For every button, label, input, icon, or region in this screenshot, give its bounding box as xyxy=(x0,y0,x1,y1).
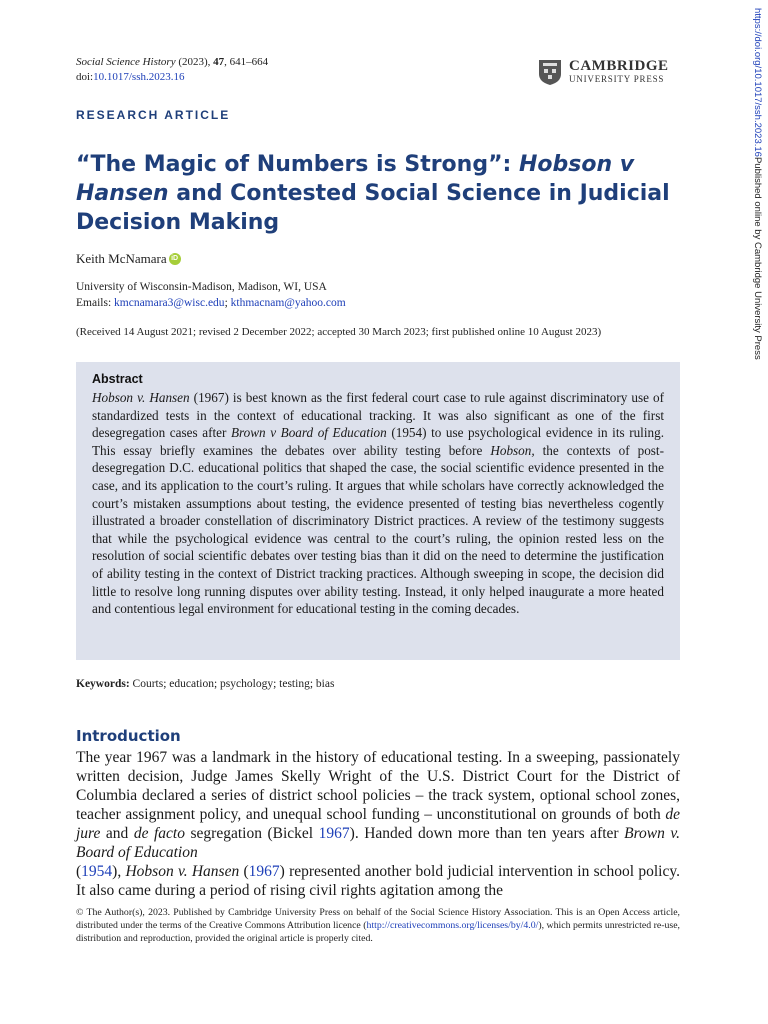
email-link-1[interactable]: kmcnamara3@wisc.edu xyxy=(114,297,225,309)
journal-citation xyxy=(76,55,268,85)
abstract-box xyxy=(76,362,680,660)
email-separator: ; xyxy=(224,297,231,309)
abstract-heading: Abstract xyxy=(92,372,143,386)
author-name[interactable]: Keith McNamara xyxy=(76,251,167,266)
article-title xyxy=(76,150,676,237)
affiliation-block xyxy=(76,279,346,311)
intro-text-2: segregation (Bickel xyxy=(185,825,319,842)
keywords-list: Courts; education; psychology; testing; bias xyxy=(129,678,335,690)
journal-year: (2023), xyxy=(175,56,214,68)
title-part1: “The Magic of Numbers is Strong”: xyxy=(76,152,519,177)
cambridge-logo xyxy=(537,57,687,87)
abstract-case-name: Hobson v. Hansen xyxy=(92,390,190,405)
journal-volume: 47 xyxy=(213,56,225,68)
license-link[interactable]: http://creativecommons.org/licenses/by/4.0/ xyxy=(366,920,539,931)
journal-name: Social Science History xyxy=(76,56,176,68)
intro-brown: Brown v. Board of Education xyxy=(76,825,681,861)
orcid-icon[interactable]: iD xyxy=(169,253,181,265)
doi-prefix: doi: xyxy=(76,71,94,83)
citation-link-3[interactable]: 1967 xyxy=(248,863,280,880)
intro-de-facto: de facto xyxy=(133,825,185,842)
emails-label: Emails: xyxy=(76,297,115,309)
title-part2: and Contested Social Science in Judicial Decision Making xyxy=(76,181,670,235)
intro-and: and xyxy=(100,825,134,842)
intro-text-7: ) represented another bold judicial intervention in school policy. It also came during a period of rising civil rights agitation among the xyxy=(76,863,680,899)
email-link-2[interactable]: kthmacnam@yahoo.com xyxy=(230,297,346,309)
title-italic: Hobson v Hansen xyxy=(76,152,635,206)
footer-text-1: © The Author(s), 2023. Published by Cambridge University Press on behalf of the Social Science History Association. This is an Open Access article, distributed under the terms of the Creative Commons Attribution licence ( xyxy=(76,907,680,931)
sidebar-doi-link[interactable]: https://doi.org/10.1017/ssh.2023.16 xyxy=(752,8,763,157)
journal-pages: , 641–664 xyxy=(224,56,269,68)
intro-de-jure: de jure xyxy=(76,806,680,842)
received-dates: (Received 14 August 2021; revised 2 December 2022; accepted 30 March 2023; first published online 10 August 2023) xyxy=(76,326,602,338)
cambridge-crest-icon xyxy=(537,58,563,86)
doi-link[interactable]: 10.1017/ssh.2023.16 xyxy=(93,71,185,83)
introduction-paragraph xyxy=(76,748,680,900)
publisher-line2: UNIVERSITY PRESS xyxy=(569,74,665,84)
intro-text-5: ), xyxy=(112,863,126,880)
abstract-brown-name: Brown v Board of Education xyxy=(230,425,387,441)
copyright-footer xyxy=(76,906,680,945)
keywords xyxy=(76,678,334,690)
affiliation: University of Wisconsin-Madison, Madison, WI, USA xyxy=(76,281,327,293)
intro-text-6: ( xyxy=(239,863,249,880)
intro-text-1: The year 1967 was a landmark in the history of educational testing. In a sweeping, passionately written decision, Judge James Skelly Wright of the U.S. District Court for the District of Columbia declared a series of district school policies – the track system, optional school zones, teacher assignment policy, and unequal school funding – unconstitutional on grounds of both xyxy=(76,749,680,823)
citation-link-1[interactable]: 1967 xyxy=(318,825,350,842)
footer-text-2: ), which permits unrestricted re-use, distribution and reproduction, provided the original article is properly cited. xyxy=(76,920,680,944)
article-type: RESEARCH ARTICLE xyxy=(76,108,231,122)
abstract-text-3: the contexts of post-desegregation D.C. educational politics that shaped the case, the social scientific evidence presented in the case, and its application to the court’s ruling. It argues that while scholars have correctly acknowledged the court’s mistaken assumptions about testing, the evidence presented of testing bias nevertheless cogently illustrated a broader constellation of discriminatory District practices. A review of the testimony suggests that while the psychological evidence was central to the court’s ruling, the opinion rested less on the resolution of social scientific debates over testing bias than it did on the need to determine the justification of ability testing in the context of District tracking practices. Although sweeping in scope, the decision did little to resolve long running disputes over ability testing. Instead, it only helped inaugurate a more heated and contentious legal environment for educational testing in the coming decades. xyxy=(92,442,664,617)
keywords-label: Keywords: xyxy=(76,678,130,690)
author xyxy=(76,251,181,267)
section-heading-introduction: Introduction xyxy=(76,727,181,745)
citation-link-2[interactable]: 1954 xyxy=(81,863,113,880)
abstract-hobson-name: Hobson, xyxy=(490,442,535,458)
publisher-line1: CAMBRIDGE xyxy=(569,58,669,74)
sidebar-published: Published online by Cambridge University Press xyxy=(752,156,763,360)
abstract-text-2: (1954) to use psychological evidence in its ruling. This essay briefly examines the debates over ability testing before xyxy=(92,425,664,458)
intro-text-4: ( xyxy=(76,863,82,880)
abstract-text-1: (1967) is best known as the first federal court case to rule against discriminatory use of standardized tests in the context of educational tracking. It was also significant as one of the first desegregation cases after xyxy=(92,390,664,441)
intro-hobson: Hobson v. Hansen xyxy=(125,863,240,880)
sidebar-doi xyxy=(749,8,763,388)
intro-text-3: ). Handed down more than ten years after xyxy=(349,825,625,842)
abstract-body xyxy=(92,389,664,618)
